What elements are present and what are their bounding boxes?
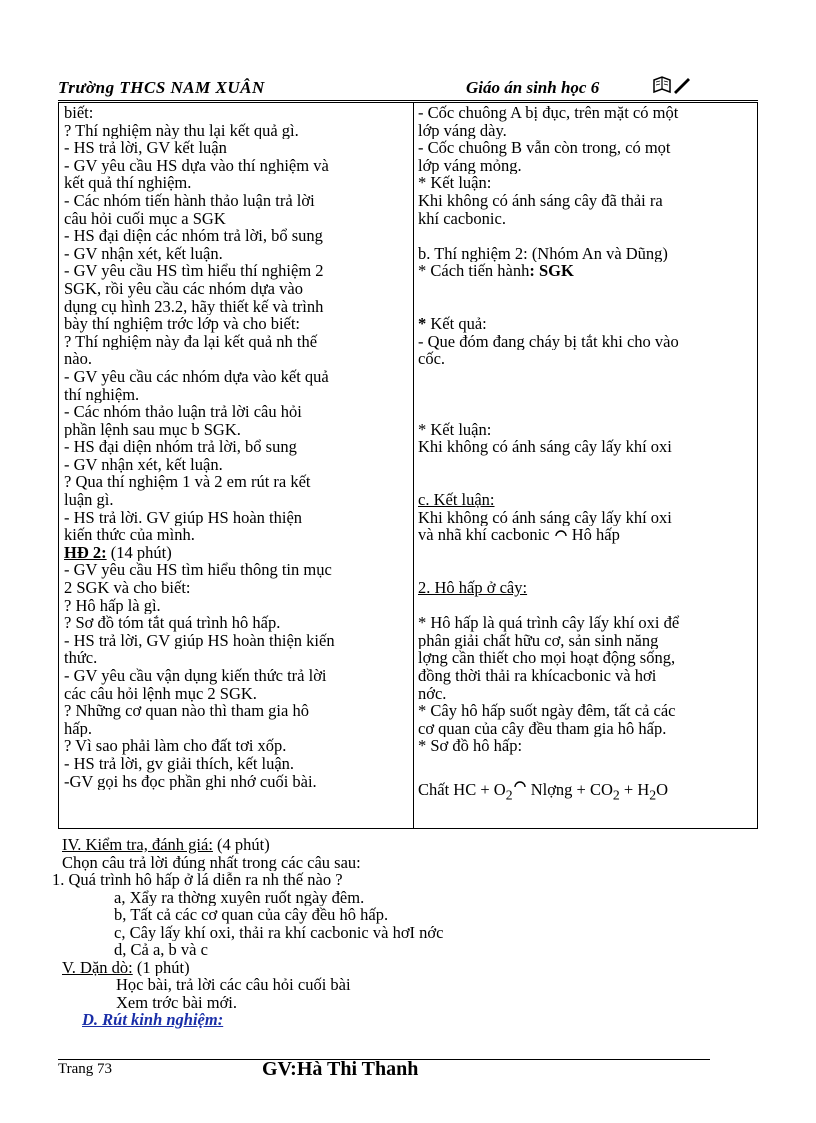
arrow-circle-icon — [513, 777, 527, 789]
text-line: cơ quan của cây đều tham gia hô hấp. — [418, 719, 667, 738]
text-line: Khi không có ánh sáng cây lấy khí oxi — [418, 508, 672, 527]
text-line: * Cây hô hấp suốt ngày đêm, tất cả các — [418, 702, 676, 720]
text-line: luận gì. — [64, 491, 114, 509]
teacher-name: GV:Hà Thi Thanh — [262, 1058, 419, 1080]
method-value: : SGK — [529, 262, 574, 280]
text-line: cốc. — [418, 350, 446, 368]
respiration-formula — [418, 777, 754, 804]
text-line: khí cacbonic. — [418, 209, 506, 228]
text-line: ? Thí nghiệm này đa lại kết quả nh thế — [64, 332, 318, 351]
text-line: - HS đại diện các nhóm trả lời, bổ sung — [64, 227, 323, 245]
document-title: Giáo án sinh học 6 — [466, 78, 600, 97]
book-pen-icon — [652, 74, 692, 96]
heading-label: IV. Kiểm tra, đánh giá: — [62, 836, 213, 854]
text-line: - Các nhóm thảo luận trả lời câu hỏi — [64, 403, 302, 421]
formula-part: Chất HC + O — [418, 779, 506, 799]
arrow-circle-icon — [554, 526, 568, 538]
text-line: bày thí nghiệm trớc lớp và cho biết: — [64, 315, 301, 333]
text-line: ? Sơ đồ tóm tắt quá trình hô hấp. — [64, 614, 281, 632]
activity-label: HĐ 2: — [64, 543, 107, 562]
text-line: -GV gọi hs đọc phần ghi nhớ cuối bài. — [64, 772, 317, 791]
asterisk-icon: * — [418, 315, 431, 333]
formula-part: Nlợng + CO — [526, 779, 613, 799]
text-fragment: Hô hấp — [567, 526, 620, 544]
text-line: 2 SGK và cho biết: — [64, 579, 191, 597]
section-v-heading — [58, 959, 758, 977]
formula-part: O — [656, 779, 669, 799]
question-line: 1. Quá trình hô hấp ở lá diễn ra nh thế nào ? — [52, 871, 343, 889]
formula-sub: 2 — [505, 786, 513, 802]
conclusion-text: Khi không có ánh sáng cây lấy khí oxi — [418, 438, 672, 456]
text-line: thí nghiệm. — [64, 385, 140, 404]
text-line: - GV yêu cầu HS tìm hiểu thông tin mục — [64, 561, 332, 580]
homework-line: Xem trớc bài mới. — [116, 993, 238, 1011]
text-fragment: và nhã khí cacbonic — [418, 526, 554, 544]
text-line: - GV yêu cầu các nhóm dựa vào kết quả — [64, 367, 329, 386]
answer-option: c, Cây lấy khí oxi, thải ra khí cacbonic và hơI nớc — [114, 923, 444, 941]
text-line: ? Những cơ quan nào thì tham gia hô — [64, 702, 309, 720]
experiment-2-heading: b. Thí nghiệm 2: (Nhóm An và Dũng) — [418, 244, 668, 263]
text-line: SGK, rồi yêu cầu các nhóm dựa vào — [64, 279, 303, 298]
header-rule — [58, 100, 758, 101]
text-line: biết: — [64, 104, 94, 122]
text-line: - HS trả lời, gv giải thích, kết luận. — [64, 754, 295, 773]
text-line: ? Qua thí nghiệm 1 và 2 em rút ra kết — [64, 473, 311, 492]
text-line: - GV yêu cầu HS dựa vào thí nghiệm và — [64, 156, 329, 175]
text-line: hấp. — [64, 719, 92, 738]
heading-time: (4 phút) — [212, 836, 270, 854]
text-line — [418, 526, 754, 544]
method-line — [418, 262, 754, 280]
text-line: - Cốc chuông A bị đục, trên mặt có một — [418, 104, 679, 122]
text-line: - HS đại diện nhóm trả lời, bổ sung — [64, 438, 297, 456]
text-line: - GV yêu cầu vận dụng kiến thức trả lời — [64, 667, 327, 685]
text-line: kiến thức của mình. — [64, 526, 195, 544]
text-line: - Cốc chuông B vẫn còn trong, có mọt — [418, 139, 671, 157]
answer-option: d, Cả a, b và c — [114, 941, 208, 959]
text-line: nào. — [64, 350, 92, 368]
text-line: - Các nhóm tiến hành thảo luận trả lời — [64, 191, 315, 210]
text-line: dụng cụ hình 23.2, hãy thiết kế và trình — [64, 297, 324, 316]
text-line: ? Hô hấp là gì. — [64, 596, 161, 615]
experience-heading: D. Rút kinh nghiệm: — [82, 1011, 224, 1029]
text-line: - Que đóm đang cháy bị tắt khi cho vào — [418, 332, 679, 351]
text-line: phân giải chất hữu cơ, sản sinh năng — [418, 631, 659, 650]
result-label: Kết quả: — [430, 315, 487, 333]
page-header — [58, 78, 703, 102]
text-line: kết quả thí nghiệm. — [64, 174, 192, 192]
text-line: câu hỏi cuối mục a SGK — [64, 209, 226, 228]
conclusion-label: * Kết luận: — [418, 420, 492, 439]
text-line: ? Thí nghiệm này thu lại kết quả gì. — [64, 121, 299, 140]
text-line: ? Vì sao phải làm cho đất tơi xốp. — [64, 737, 287, 755]
section-2-heading: 2. Hô hấp ở cây: — [418, 579, 528, 597]
method-label: * Cách tiến hành — [418, 262, 530, 280]
heading-label: V. Dặn dò: — [62, 958, 133, 976]
teacher-activities-column — [64, 104, 406, 790]
content-column — [418, 104, 754, 803]
text-line: * Hô hấp là quá trình cây lấy khí oxi để — [418, 614, 680, 632]
page-number: Trang 73 — [58, 1061, 113, 1077]
text-line: - HS trả lời, GV kết luận — [64, 139, 227, 157]
school-name: Trường THCS NAM XUÂN — [58, 78, 265, 97]
text-line: thức. — [64, 649, 98, 667]
activity-heading — [64, 544, 406, 562]
assessment-section — [52, 836, 758, 1029]
text-line: lớp váng dày. — [418, 121, 507, 140]
answer-option: a, Xẩy ra thờng xuyên ruốt ngày đêm. — [114, 888, 365, 906]
activity-time: (14 phút) — [106, 543, 172, 562]
text-line: - GV nhận xét, kết luận. — [64, 455, 223, 474]
column-divider — [413, 102, 414, 829]
section-iv-heading — [58, 836, 758, 854]
text-line: - GV yêu cầu HS tìm hiểu thí nghiệm 2 — [64, 262, 324, 280]
text-line: - HS trả lời, GV giúp HS hoàn thiện kiến — [64, 631, 335, 650]
text-line: - GV nhận xét, kết luận. — [64, 244, 223, 263]
homework-line: Học bài, trả lời các câu hỏi cuối bài — [116, 976, 351, 994]
text-line: Chọn câu trả lời đúng nhất trong các câu sau: — [62, 853, 361, 871]
text-line: lợng cần thiết cho mọi hoạt động sống, — [418, 649, 676, 667]
text-line: - HS trả lời. GV giúp HS hoàn thiện — [64, 508, 303, 527]
formula-sub: 2 — [612, 786, 620, 802]
result-line — [418, 315, 754, 333]
formula-sub: 2 — [649, 786, 657, 802]
text-line: lớp váng mỏng. — [418, 156, 522, 175]
text-line: nớc. — [418, 684, 447, 703]
formula-part: + H — [619, 779, 650, 799]
text-line: đồng thời thải ra khícacbonic và hơi — [418, 667, 657, 685]
diagram-label: * Sơ đồ hô hấp: — [418, 737, 523, 755]
text-line: các câu hỏi lệnh mục 2 SGK. — [64, 684, 257, 703]
text-line: phần lệnh sau mục b SGK. — [64, 420, 241, 439]
text-line: Khi không có ánh sáng cây đã thải ra — [418, 191, 663, 210]
text-line: * Kết luận: — [418, 174, 492, 192]
answer-option: b, Tất cả các cơ quan của cây đều hô hấp. — [114, 906, 389, 924]
c-conclusion-heading: c. Kết luận: — [418, 491, 495, 509]
heading-time: (1 phút) — [132, 958, 190, 976]
